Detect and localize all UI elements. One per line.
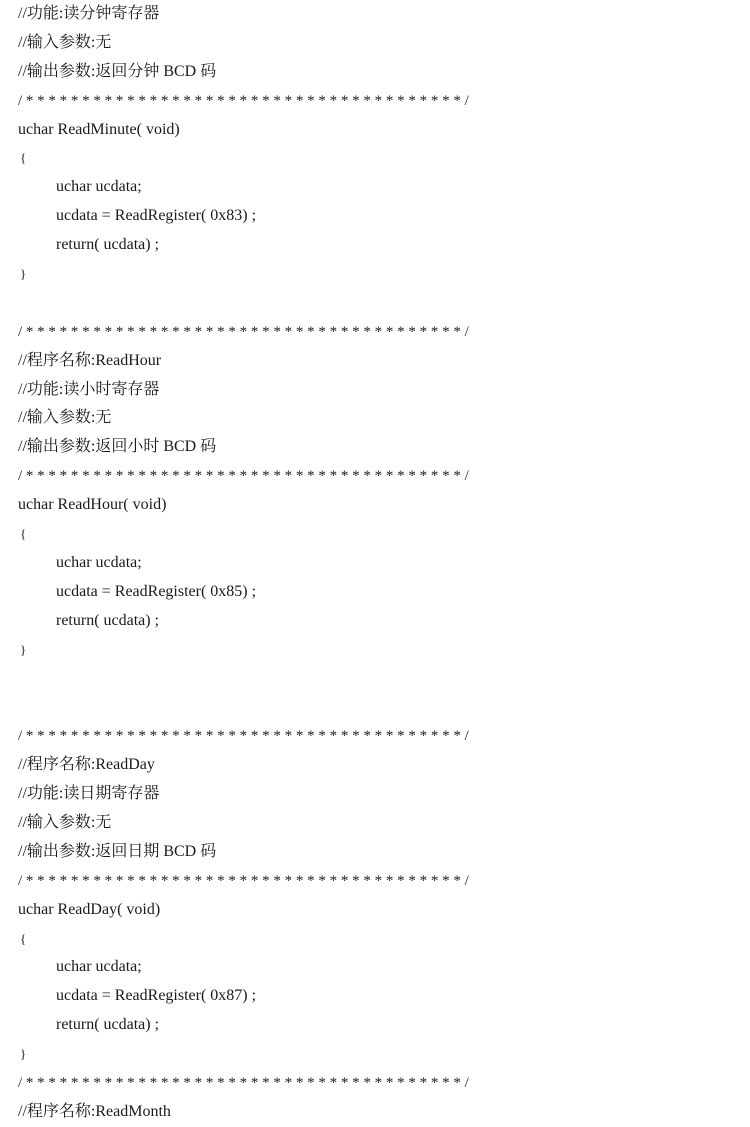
code-line: return( ucdata) ; [56, 236, 160, 254]
code-line: uchar ucdata; [56, 958, 142, 976]
brace-line: } [20, 641, 27, 657]
function-signature: uchar ReadMinute( void) [18, 120, 180, 138]
comment-line: //输出参数:返回小时 BCD 码 [18, 438, 217, 456]
separator-line: / * * * * * * * * * * * * * * * * * * * * * * * * * * * * * * * * * * * * * * * / [18, 323, 469, 340]
brace-line: { [20, 930, 27, 946]
code-line: uchar ucdata; [56, 553, 142, 571]
blank-line [18, 289, 738, 318]
comment-line: //程序名称:ReadHour [18, 351, 162, 369]
code-line: ucdata = ReadRegister( 0x83) ; [56, 207, 257, 225]
separator-line: / * * * * * * * * * * * * * * * * * * * * * * * * * * * * * * * * * * * * * * * / [18, 1074, 469, 1091]
brace-line: { [20, 150, 27, 166]
function-signature: uchar ReadDay( void) [18, 900, 161, 918]
blank-line [18, 693, 738, 722]
comment-line: //功能:读日期寄存器 [18, 785, 160, 803]
code-block [18, 0, 738, 1127]
code-line: ucdata = ReadRegister( 0x87) ; [56, 987, 257, 1005]
separator-line: / * * * * * * * * * * * * * * * * * * * * * * * * * * * * * * * * * * * * * * * / [18, 92, 469, 109]
blank-line [18, 664, 738, 693]
comment-line: //输入参数:无 [18, 33, 112, 51]
function-signature: uchar ReadHour( void) [18, 496, 167, 514]
comment-line: //程序名称:ReadMonth [18, 1102, 171, 1120]
comment-line: //功能:读小时寄存器 [18, 380, 160, 398]
comment-line: //输入参数:无 [18, 409, 112, 427]
comment-line: //功能:读分钟寄存器 [18, 5, 160, 22]
code-line: ucdata = ReadRegister( 0x85) ; [56, 582, 257, 600]
code-line: return( ucdata) ; [56, 1016, 160, 1034]
brace-line: { [20, 526, 27, 542]
separator-line: / * * * * * * * * * * * * * * * * * * * * * * * * * * * * * * * * * * * * * * * / [18, 872, 469, 889]
comment-line: //输出参数:返回日期 BCD 码 [18, 842, 217, 860]
comment-line: //程序名称:ReadDay [18, 756, 155, 774]
comment-line: //输入参数:无 [18, 813, 112, 831]
code-line: return( ucdata) ; [56, 611, 160, 629]
separator-line: / * * * * * * * * * * * * * * * * * * * * * * * * * * * * * * * * * * * * * * * / [18, 728, 469, 745]
code-line: uchar ucdata; [56, 178, 142, 196]
brace-line: } [20, 266, 27, 282]
comment-line: //输出参数:返回分钟 BCD 码 [18, 62, 217, 80]
brace-line: } [20, 1046, 27, 1062]
separator-line: / * * * * * * * * * * * * * * * * * * * * * * * * * * * * * * * * * * * * * * * / [18, 468, 469, 485]
